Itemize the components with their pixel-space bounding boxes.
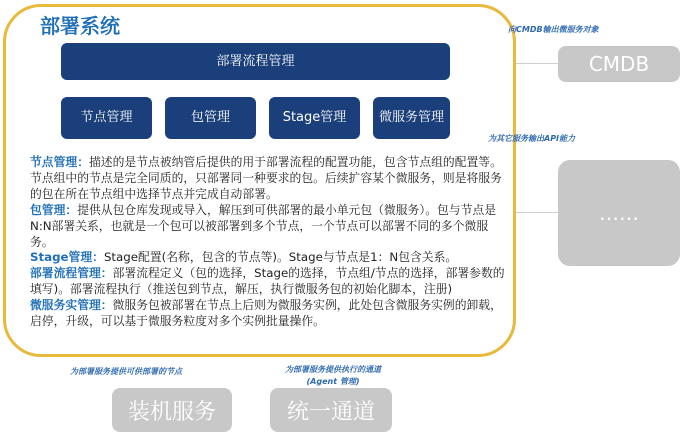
description-term: 微服务实管理： bbox=[30, 298, 113, 313]
channel-annotation-line2: (Agent 管理) bbox=[306, 377, 360, 386]
description-stage bbox=[30, 250, 505, 266]
description-microservice bbox=[30, 298, 505, 330]
node-management-box: 节点管理 bbox=[61, 97, 152, 139]
unified-channel-box: 统一通道 bbox=[270, 388, 392, 432]
api-output-annotation: 为其它服务输出API能力 bbox=[488, 134, 576, 143]
channel-annotation bbox=[285, 364, 381, 388]
cmdb-box: CMDB bbox=[558, 46, 680, 82]
description-deploy-flow bbox=[30, 266, 505, 298]
description-package bbox=[30, 203, 505, 251]
install-service-box: 装机服务 bbox=[112, 388, 232, 432]
description-text: Stage配置(名称，包含的节点等)。Stage与节点是1：N包含关系。 bbox=[103, 250, 458, 265]
description-node bbox=[30, 155, 505, 203]
install-service-annotation: 为部署服务提供可供部署的节点 bbox=[70, 367, 182, 376]
description-text: 部署流程定义（包的选择，Stage的选择，节点组/节点的选择，部署参数的填写)。部署流程执行（推送包到节点，解压，执行微服务包的初始化脚本，注册) bbox=[30, 266, 505, 297]
more-connector-line bbox=[516, 212, 558, 213]
description-term: 节点管理： bbox=[30, 155, 89, 169]
microservice-management-box: 微服务管理 bbox=[373, 97, 450, 139]
cmdb-connector-line bbox=[516, 63, 558, 64]
description-text: 微服务包被部署在节点上后则为微服务实例，此处包含微服务实例的卸载，启停，升级，可以基于微服务粒度对多个实例批量操作。 bbox=[30, 298, 502, 329]
description-text: 提供从包仓库发现或导入，解压到可供部署的最小单元包（微服务）。包与节点是N:N部署关系，也就是一个包可以被部署到多个节点，一个节点可以部署不同的多个微服务。 bbox=[30, 202, 496, 249]
deploy-flow-management-box: 部署流程管理 bbox=[61, 43, 450, 80]
description-block bbox=[30, 155, 505, 330]
system-title: 部署系统 bbox=[40, 14, 120, 38]
stage-management-box: Stage管理 bbox=[269, 97, 360, 139]
description-text: 描述的是节点被纳管后提供的用于部署流程的配置功能，包含节点组的配置等。节点组中的节点是完全同质的，只部署同一种要求的包。后续扩容某个微服务，则是将服务的包在所在节点组中选择节点并完成自动部署。 bbox=[30, 155, 502, 201]
channel-annotation-line1: 为部署服务提供执行的通道 bbox=[285, 365, 381, 374]
description-term: Stage管理： bbox=[30, 250, 104, 265]
cmdb-output-annotation: 向CMDB输出微服务对象 bbox=[508, 25, 599, 34]
more-services-box: …… bbox=[558, 160, 680, 266]
description-term: 部署流程管理： bbox=[30, 266, 113, 281]
description-term: 包管理： bbox=[30, 202, 78, 217]
package-management-box: 包管理 bbox=[165, 97, 256, 139]
